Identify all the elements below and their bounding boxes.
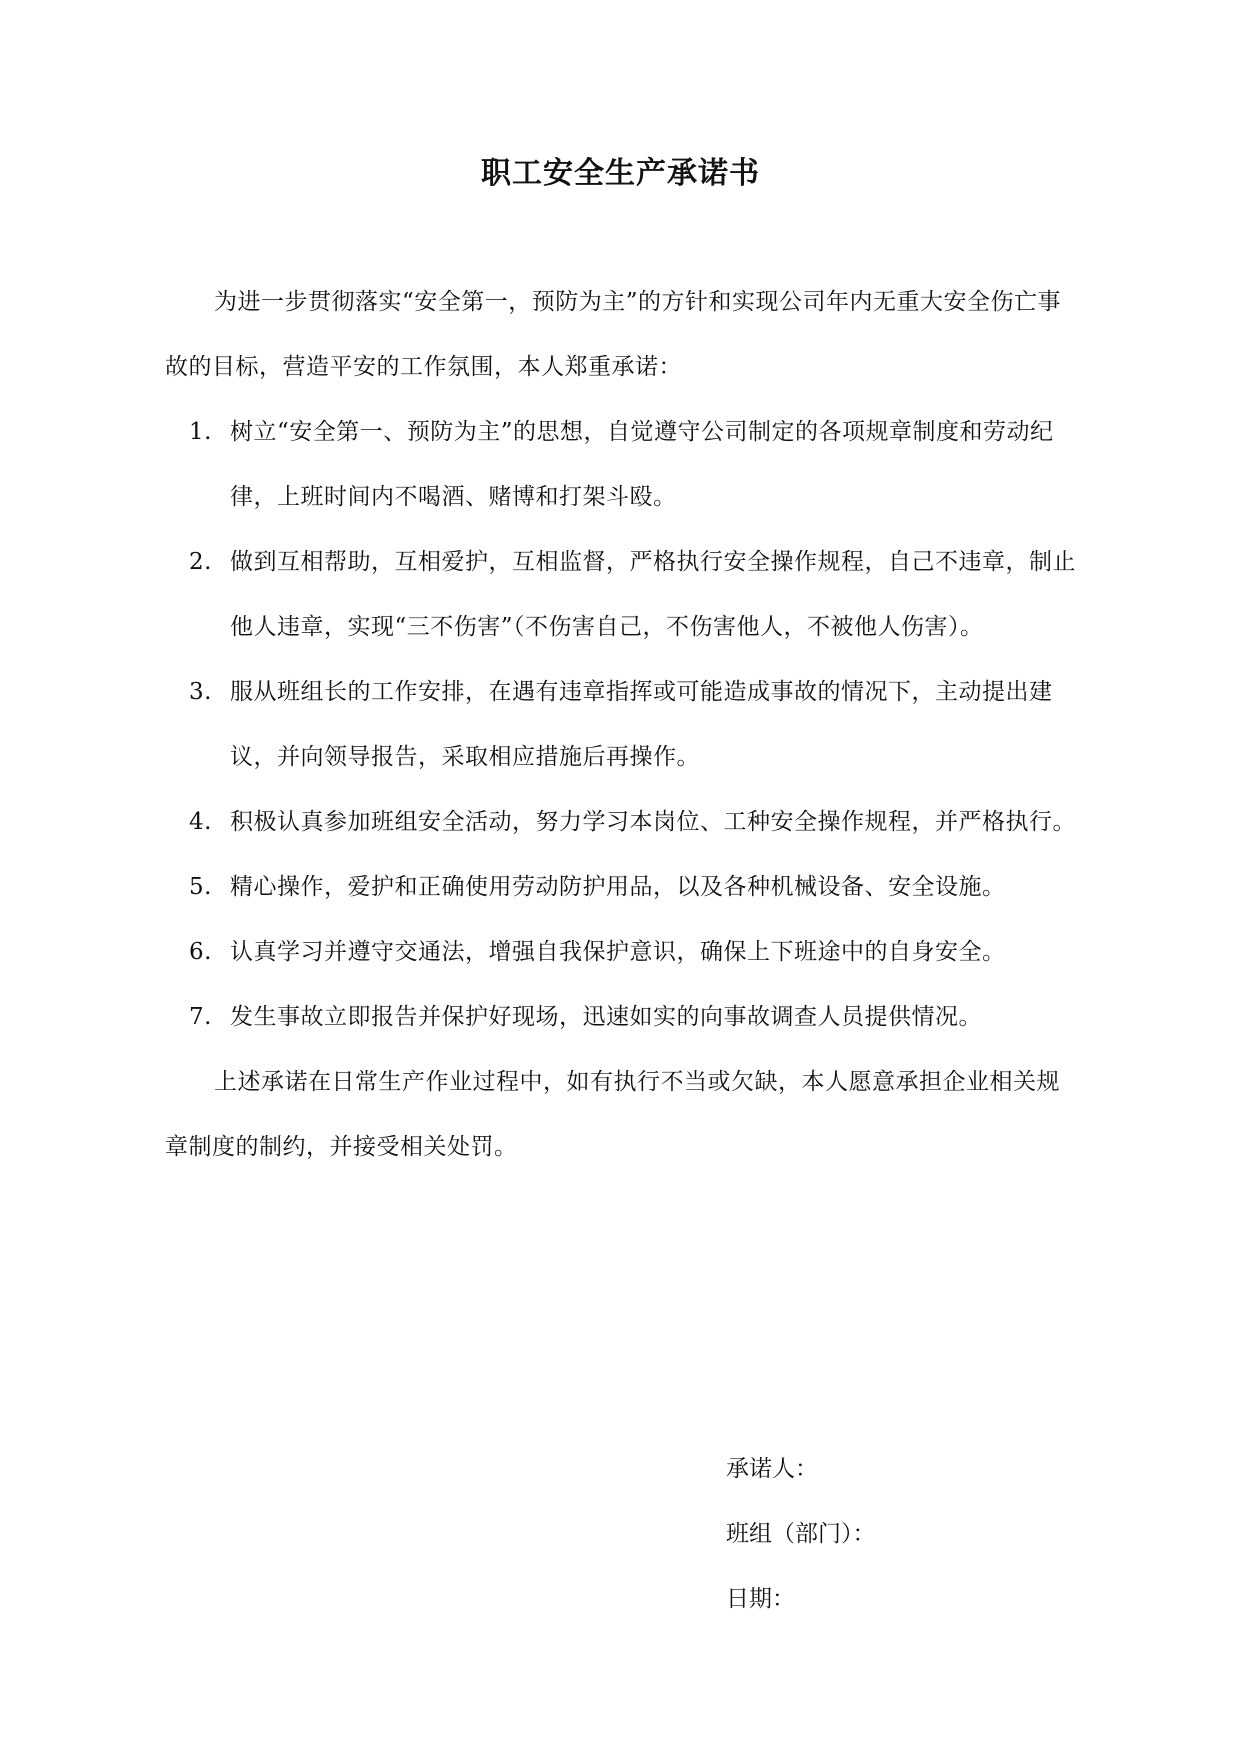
- commitment-item-6: [165, 920, 1077, 985]
- commitment-item-5: [165, 855, 1077, 920]
- item-text: 树立“安全第一、预防为主”的思想，自觉遵守公司制定的各项规章制度和劳动纪律，上班时间内不喝酒、赌博和打架斗殴。: [230, 419, 1054, 510]
- document-body: [165, 270, 1077, 1180]
- item-text: 服从班组长的工作安排，在遇有违章指挥或可能造成事故的情况下，主动提出建议，并向领导报告，采取相应措施后再操作。: [230, 679, 1053, 770]
- commitment-item-1: [165, 400, 1077, 530]
- item-number: 4.: [189, 809, 212, 835]
- promisor-label: 承诺人：: [726, 1456, 818, 1482]
- document-title: 职工安全生产承诺书: [481, 156, 760, 191]
- commitment-item-4: [165, 790, 1077, 855]
- commitment-item-2: [165, 530, 1077, 660]
- item-text: 积极认真参加班组安全活动，努力学习本岗位、工种安全操作规程，并严格执行。: [230, 809, 1076, 835]
- item-number: 6.: [189, 939, 212, 965]
- commitment-item-7: [165, 985, 1077, 1050]
- item-number: 2.: [189, 549, 212, 575]
- team-department-label: 班组（部门）：: [726, 1521, 876, 1547]
- item-text: 发生事故立即报告并保护好现场，迅速如实的向事故调查人员提供情况。: [230, 1004, 982, 1030]
- item-number: 1.: [189, 419, 212, 445]
- item-number: 5.: [189, 874, 212, 900]
- closing-paragraph: 上述承诺在日常生产作业过程中，如有执行不当或欠缺，本人愿意承担企业相关规章制度的制约，并接受相关处罚。: [165, 1069, 1060, 1160]
- signature-block: [726, 1437, 876, 1632]
- date-label: 日期：: [726, 1586, 795, 1612]
- item-text: 认真学习并遵守交通法，增强自我保护意识，确保上下班途中的自身安全。: [230, 939, 1006, 965]
- commitment-item-3: [165, 660, 1077, 790]
- item-number: 3.: [189, 679, 212, 705]
- intro-paragraph: 为进一步贯彻落实“安全第一，预防为主”的方针和实现公司年内无重大安全伤亡事故的目标，营造平安的工作氛围，本人郑重承诺：: [165, 289, 1062, 380]
- item-text: 精心操作，爱护和正确使用劳动防护用品，以及各种机械设备、安全设施。: [230, 874, 1006, 900]
- item-number: 7.: [189, 1004, 212, 1030]
- item-text: 做到互相帮助，互相爱护，互相监督，严格执行安全操作规程，自己不违章，制止他人违章，实现“三不伤害”（不伤害自己，不伤害他人，不被他人伤害）。: [230, 549, 1076, 640]
